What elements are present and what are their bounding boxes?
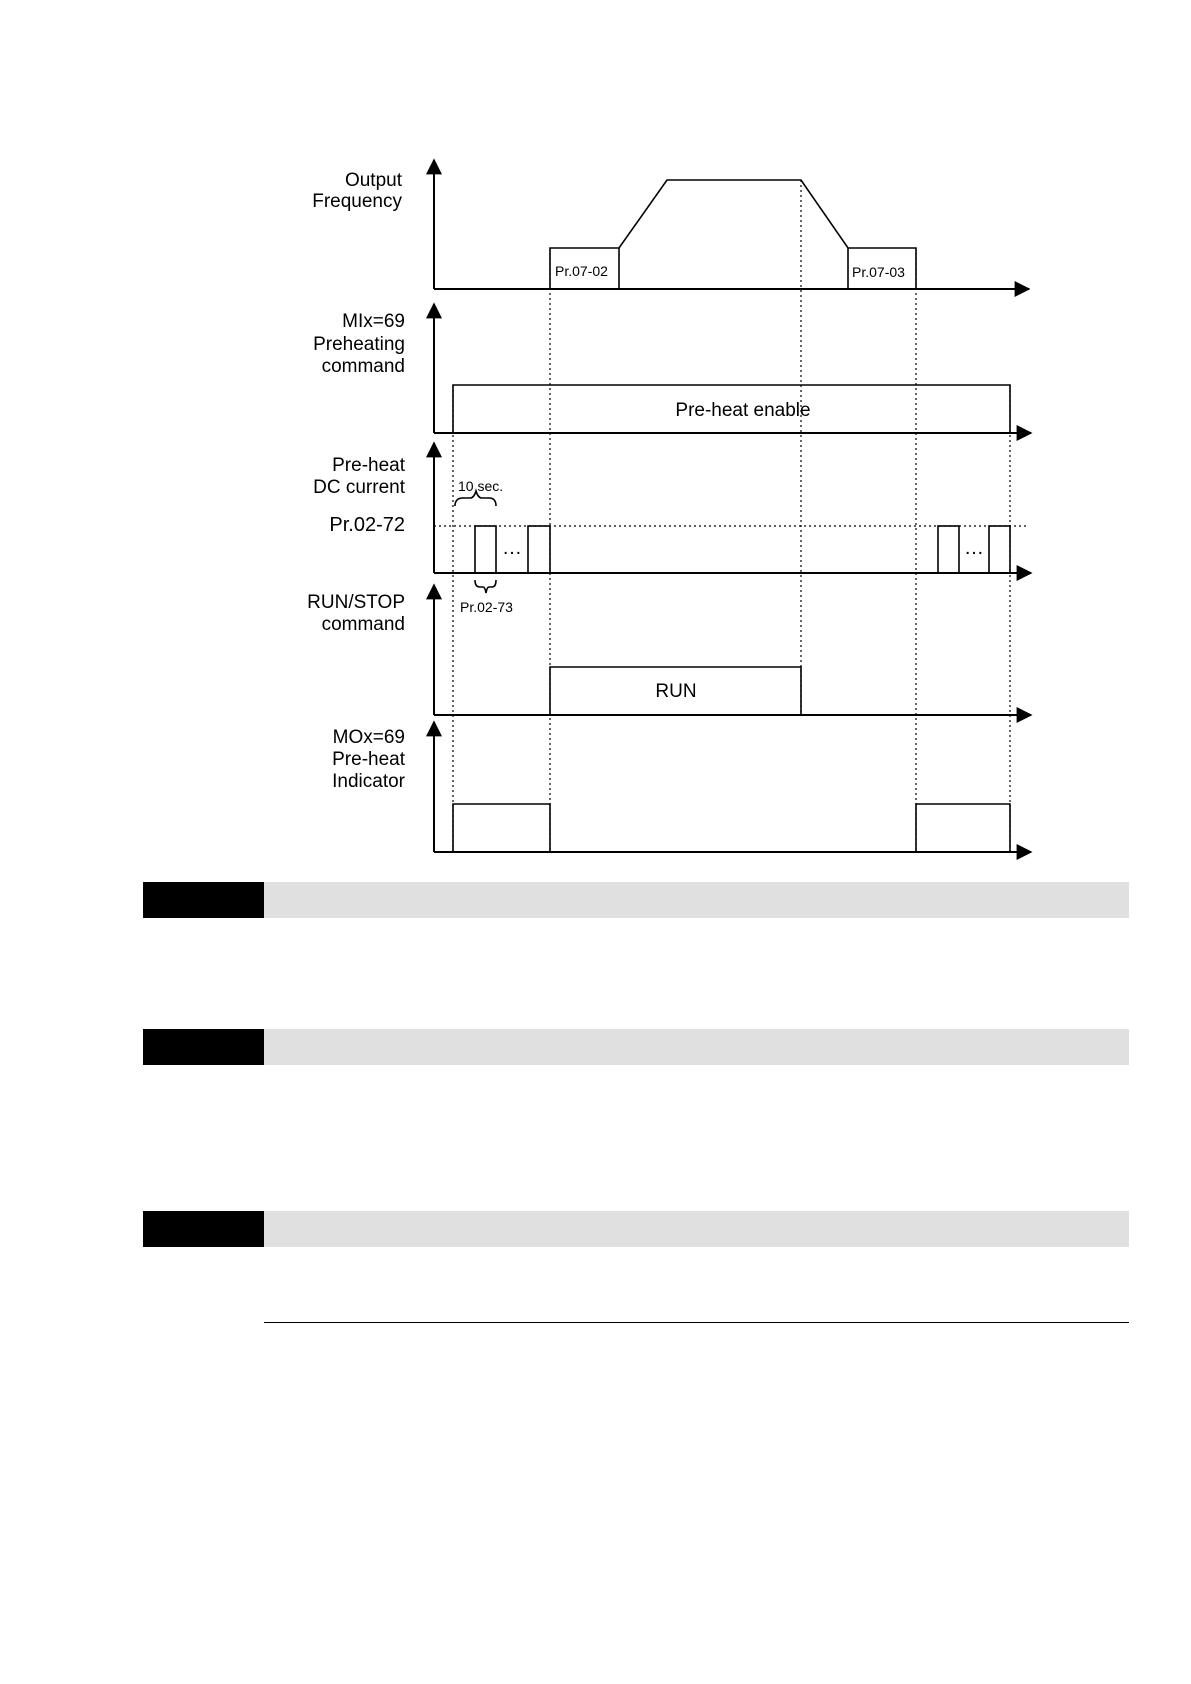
section-header-tab-2 — [143, 1029, 264, 1065]
section-header-bar-3 — [143, 1211, 1129, 1247]
pr-02-73-brace — [475, 580, 496, 593]
dc-pulse-1 — [475, 526, 496, 573]
mi-label-line1: MIx=69 — [342, 311, 405, 332]
pr-07-02-label: Pr.07-02 — [555, 263, 608, 279]
output-frequency-label-line1: Output — [344, 170, 402, 191]
preheat-dc-current-row — [313, 443, 1031, 615]
run-stop-command-row — [307, 585, 1031, 715]
divider-line-2 — [264, 1322, 1129, 1323]
indicator-pulse-1 — [453, 804, 550, 852]
mo-label-line3: Indicator — [332, 771, 405, 792]
reference-lines — [434, 180, 1026, 852]
dc-pulse-4 — [989, 526, 1010, 573]
pr-02-73-label: Pr.02-73 — [460, 599, 513, 615]
pr-02-72-label: Pr.02-72 — [329, 514, 405, 536]
run-stop-label-line2: command — [321, 614, 405, 635]
section-header-bar-2 — [143, 1029, 1129, 1065]
section-header-bar-1 — [143, 882, 1129, 918]
preheat-enable-label: Pre-heat enable — [675, 400, 811, 421]
ellipsis-left: … — [502, 537, 522, 559]
ten-sec-label: 10 sec. — [458, 478, 504, 494]
dc-pulse-2 — [528, 526, 550, 573]
mo-label-line2: Pre-heat — [332, 749, 405, 770]
preheating-command-row — [313, 304, 1031, 433]
mi-label-line3: command — [321, 356, 405, 377]
mo-label-line1: MOx=69 — [332, 727, 405, 748]
section-header-tab-3 — [143, 1211, 264, 1247]
run-stop-label-line1: RUN/STOP — [307, 592, 405, 613]
dc-pulse-3 — [938, 526, 959, 573]
output-frequency-row — [312, 160, 1029, 289]
indicator-pulse-2 — [916, 804, 1010, 852]
mi-label-line2: Preheating — [313, 334, 405, 355]
output-frequency-label-line2: Frequency — [312, 191, 402, 212]
ellipsis-right: … — [964, 537, 984, 559]
run-label: RUN — [655, 681, 697, 702]
preheat-indicator-row — [332, 722, 1031, 852]
dc-label-line1: Pre-heat — [332, 455, 405, 476]
dc-label-line2: DC current — [313, 477, 405, 498]
pr-07-03-label: Pr.07-03 — [852, 264, 905, 280]
section-header-tab-1 — [143, 882, 264, 918]
